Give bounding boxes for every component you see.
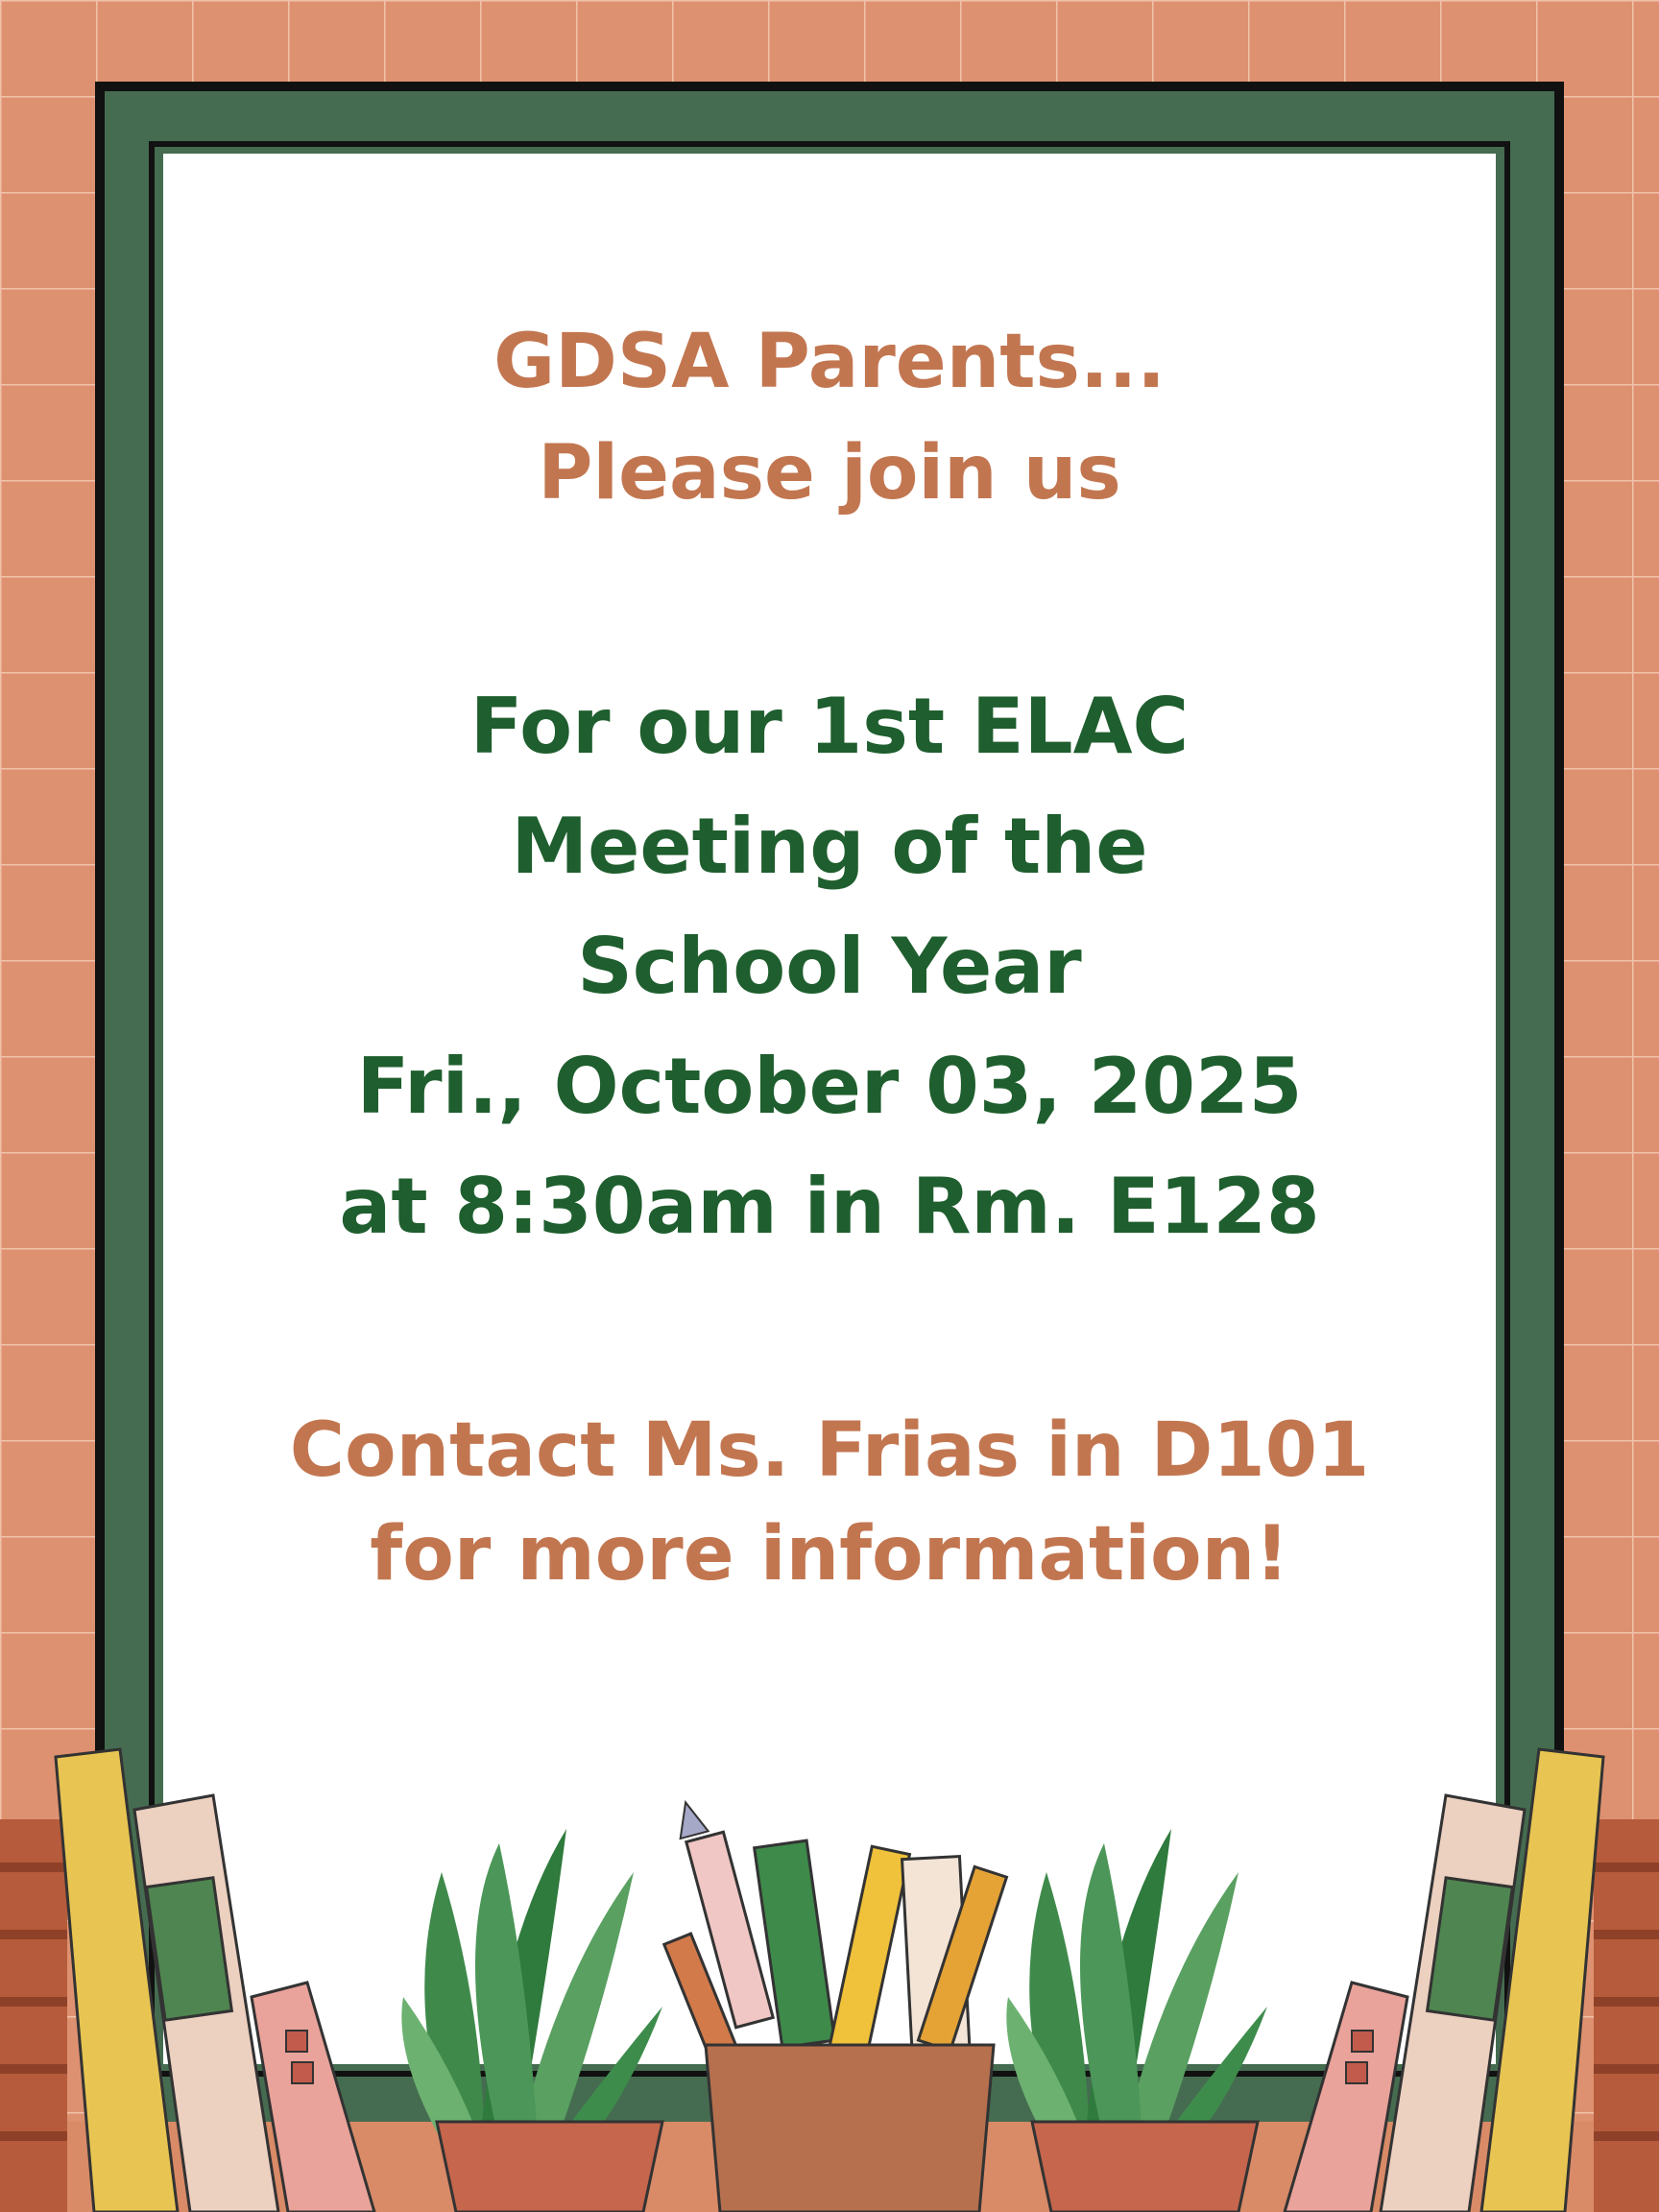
event-line-2: Meeting of the (511, 802, 1148, 891)
event-line-1: For our 1st ELAC (469, 682, 1190, 771)
event-time-room: at 8:30am in Rm. E128 (339, 1162, 1320, 1251)
greeting-line-1: GDSA Parents... (493, 319, 1166, 405)
event-line-3: School Year (577, 922, 1082, 1011)
contact-line-2: for more information! (370, 1511, 1289, 1598)
greeting-line-2: Please join us (538, 430, 1121, 517)
event-date: Fri., October 03, 2025 (356, 1042, 1303, 1131)
contact-line-1: Contact Ms. Frias in D101 (289, 1407, 1370, 1494)
invite-text (163, 288, 1496, 1598)
